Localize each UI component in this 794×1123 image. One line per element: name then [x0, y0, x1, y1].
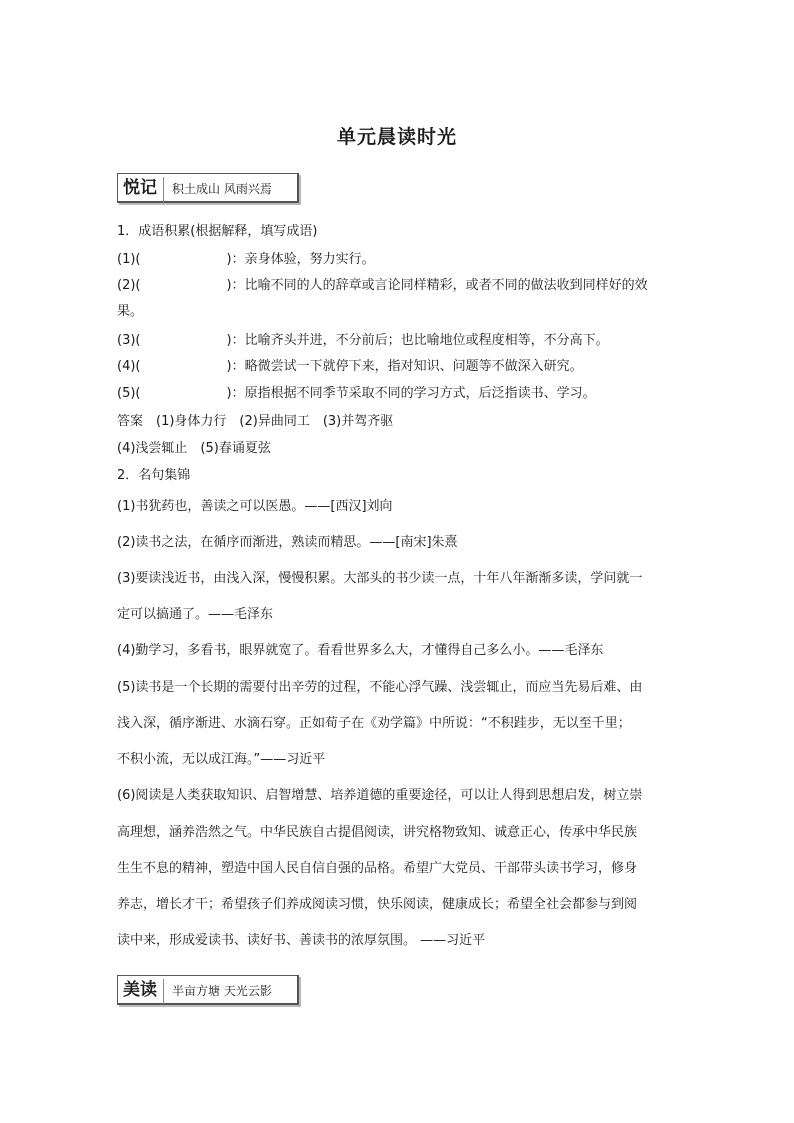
quote-line: 养志，增长才干；希望孩子们养成阅读习惯，快乐阅读，健康成长；希望全社会都参与到阅 — [117, 897, 638, 912]
quote-line: 高理想，涵养浩然之气。中华民族自古提倡阅读，讲究格物致知、诚意正心，传承中华民族 — [117, 825, 638, 840]
item-close: )： — [226, 386, 245, 401]
idiom-item — [117, 358, 583, 376]
answer-line: (4)浅尝辄止 (5)春诵夏弦 — [117, 441, 271, 456]
quote-line: 浅入深，循序渐进、水滴石穿。正如荀子在《劝学篇》中所说：“不积跬步，无以至千里； — [117, 716, 631, 731]
item-number: (1)( — [117, 252, 141, 267]
item-number: (5)( — [117, 386, 141, 401]
item-close: )： — [226, 333, 245, 348]
answer-line: 答案 (1)身体力行 (2)异曲同工 (3)并驾齐驱 — [117, 414, 394, 429]
quote-line: (4)勤学习，多看书，眼界就宽了。看看世界多么大，才懂得自己多么小。——毛泽东 — [117, 643, 604, 658]
item-text: 略微尝试一下就停下来，指对知识、问题等不做深入研究。 — [244, 359, 583, 374]
idiom-item — [117, 385, 596, 403]
quote-line: 定可以搞通了。——毛泽东 — [117, 607, 274, 622]
idiom-heading: 1．成语积累(根据解释，填写成语) — [117, 224, 318, 239]
quote-line: (5)读书是一个长期的需要付出辛劳的过程，不能心浮气躁、浅尝辄止，而应当先易后难、由 — [117, 680, 643, 695]
section-banner-meidu — [117, 975, 299, 1005]
banner-subtitle: 积土成山 风雨兴焉 — [172, 182, 272, 196]
quote-line: (3)要读浅近书，由浅入深，慢慢积累。大部头的书少读一点，十年八年渐渐多读，学问就一 — [117, 571, 643, 586]
item-number: (3)( — [117, 333, 141, 348]
quote-line: (1)书犹药也，善读之可以医愚。——[西汉]刘向 — [117, 499, 393, 514]
item-text: 亲身体验，努力实行。 — [244, 252, 375, 267]
idiom-item — [117, 277, 648, 295]
item-text: 比喻不同的人的辞章或言论同样精彩，或者不同的做法收到同样好的效 — [244, 278, 648, 293]
quote-line: 读中来，形成爱读书、读好书、善读书的浓厚氛围。 ——习近平 — [117, 933, 486, 948]
banner-subtitle: 半亩方塘 天光云影 — [172, 984, 272, 998]
idiom-item-continuation — [117, 303, 143, 321]
item-text: 比喻齐头并进，不分前后；也比喻地位或程度相等，不分高下。 — [244, 333, 609, 348]
quote-line: (2)读书之法，在循序而渐进，熟读而精思。——[南宋]朱熹 — [117, 535, 458, 550]
item-close: )： — [226, 359, 245, 374]
item-text: 原指根据不同季节采取不同的学习方式，后泛指读书、学习。 — [244, 386, 596, 401]
quotes-heading: 2．名句集锦 — [117, 468, 191, 483]
item-number: (4)( — [117, 359, 141, 374]
page-title: 单元晨读时光 — [336, 126, 457, 148]
item-number: (2)( — [117, 278, 141, 293]
quote-line: 不积小流，无以成江海。”——习近平 — [117, 752, 326, 767]
banner-tag: 悦记 — [117, 177, 164, 202]
section-banner-yueji — [117, 173, 299, 203]
banner-tag: 美读 — [117, 979, 164, 1004]
quote-line: 生生不息的精神，塑造中国人民自信自强的品格。希望广大党员、干部带头读书学习，修身 — [117, 861, 638, 876]
quote-line: (6)阅读是人类获取知识、启智增慧、培养道德的重要途径，可以让人得到思想启发，树立崇 — [117, 788, 643, 803]
item-close: )： — [226, 252, 245, 267]
item-text: 果。 — [117, 304, 144, 319]
idiom-item — [117, 251, 375, 269]
idiom-item — [117, 332, 609, 350]
item-close: )： — [226, 278, 245, 293]
